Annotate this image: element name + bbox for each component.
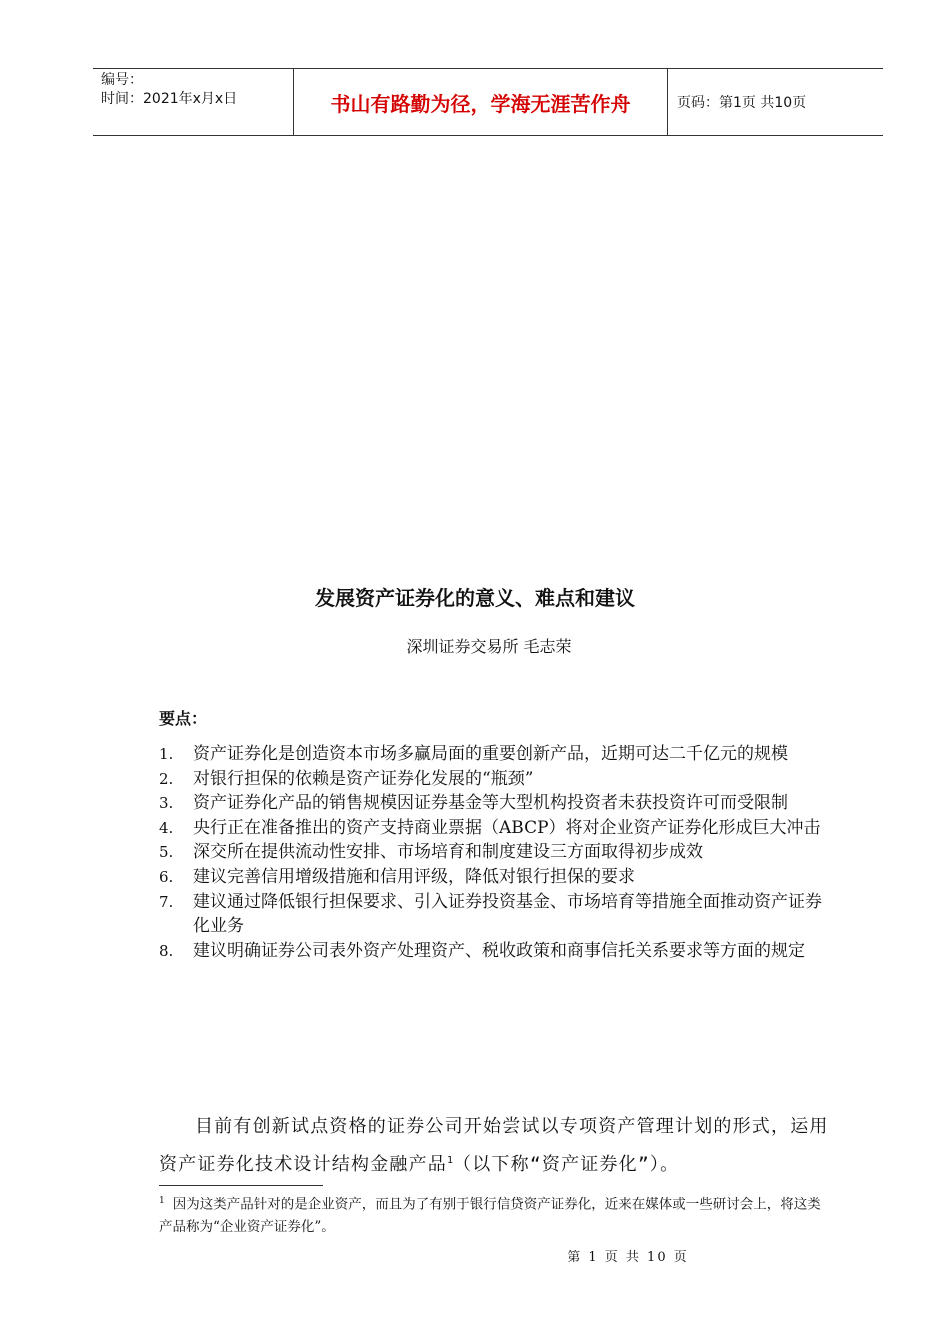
list-item-text: 建议完善信用增级措施和信用评级，降低对银行担保的要求 bbox=[193, 866, 635, 887]
list-item-text: 央行正在准备推出的资产支持商业票据（ABCP）将对企业资产证券化形成巨大冲击 bbox=[193, 817, 821, 838]
list-item-number: 2. bbox=[159, 769, 174, 788]
list-item-number: 1. bbox=[159, 745, 174, 763]
list-item-text: 对银行担保的依赖是资产证券化发展的“瓶颈” bbox=[193, 768, 534, 789]
motto-text: 书山有路勤为径，学海无涯苦作舟 bbox=[330, 91, 631, 116]
footnote-mark: 1 bbox=[159, 1196, 165, 1206]
footnote-text: 因为这类产品针对的是企业资产，而且为了有别于银行信贷资产证券化，近来在媒体或一些研讨会上，将这类产品称为“企业资产证券化”。 bbox=[159, 1196, 821, 1235]
list-item-number: 5. bbox=[159, 843, 174, 862]
list-item-number: 6. bbox=[159, 867, 174, 886]
list-item-text: 资产证券化是创造资本市场多赢局面的重要创新产品，近期可达二千亿元的规模 bbox=[193, 744, 788, 764]
body-paragraph bbox=[159, 1110, 829, 1182]
list-item bbox=[159, 767, 829, 792]
list-item bbox=[159, 890, 829, 939]
list-item-number: 8. bbox=[159, 941, 174, 960]
paragraph-text-continued: （以下称“资产证券化”）。 bbox=[453, 1154, 680, 1175]
key-points-list bbox=[159, 742, 829, 963]
list-item-text: 建议明确证券公司表外资产处理资产、税收政策和商事信托关系要求等方面的规定 bbox=[193, 940, 805, 961]
header-motto-cell bbox=[294, 69, 668, 135]
footnote bbox=[159, 1190, 829, 1238]
list-item bbox=[159, 840, 829, 865]
header-page-cell bbox=[667, 69, 883, 135]
list-item bbox=[159, 939, 829, 964]
footnote-reference[interactable]: 1 bbox=[447, 1155, 454, 1166]
page-footer: 第 1 页 共 10 页 bbox=[567, 1250, 689, 1265]
list-item bbox=[159, 816, 829, 841]
serial-label: 编号： bbox=[101, 72, 143, 88]
list-item bbox=[159, 742, 829, 767]
date-line: 时间：2021年x月x日 bbox=[101, 91, 238, 107]
list-item bbox=[159, 791, 829, 816]
document-title: 发展资产证券化的意义、难点和建议 bbox=[315, 586, 635, 610]
document-author: 深圳证券交易所 毛志荣 bbox=[406, 637, 572, 656]
list-item-number: 3. bbox=[159, 794, 174, 813]
footnote-separator bbox=[159, 1185, 323, 1186]
page-info: 页码：第1页 共10页 bbox=[677, 95, 807, 111]
list-item-number: 7. bbox=[159, 892, 174, 911]
paragraph-text: 目前有创新试点资格的证券公司开始尝试以专项资产管理计划的形式，运用资产证券化技术设计结构金融产品 bbox=[159, 1116, 829, 1175]
key-points-heading: 要点： bbox=[159, 709, 208, 728]
list-item-text: 深交所在提供流动性安排、市场培育和制度建设三方面取得初步成效 bbox=[193, 842, 703, 863]
list-item bbox=[159, 865, 829, 890]
list-item-text: 建议通过降低银行担保要求、引入证券投资基金、市场培育等措施全面推动资产证券化业务 bbox=[193, 891, 822, 937]
list-item-text: 资产证券化产品的销售规模因证券基金等大型机构投资者未获投资许可而受限制 bbox=[193, 793, 788, 814]
header-meta-cell bbox=[93, 69, 294, 135]
list-item-number: 4. bbox=[159, 818, 174, 837]
document-header bbox=[93, 68, 883, 136]
